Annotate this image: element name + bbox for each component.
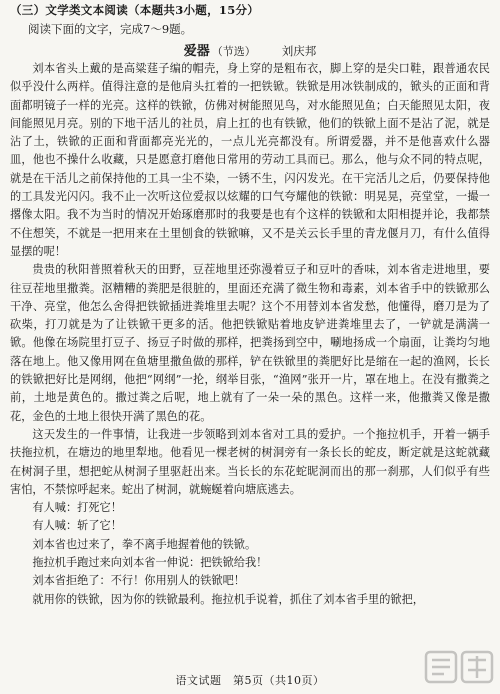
- paragraph: 贵贵的秋阳普照着秋天的田野，豆茬地里还弥漫着豆子和豆叶的香味，刘本省走进地里，要往豆茬地里撒粪。沤糟糟的粪肥是很脏的，里面还充满了微生物和毒素，刘本省手中的铁锨那么干净、亮堂，他怎么舍得把铁锨插进粪堆里去呢？这个不用替刘本省发愁，他懂得，磨刀是为了砍柴，打刀就是为了让铁锨干更多的活。他把铁锨贴着地皮铲进粪堆里去了，一铲就是满满一锨。他像在场院里打豆子、扬豆子时做的那样，把粪扬到空中，唰地扬成一个扇面，让粪均匀地落在地上。他又像用网在鱼塘里撒鱼做的那样，铲在铁锨里的粪肥好比是缩在一起的渔网，长长的铁锨把好比是网纲，他把“网纲”一抡，纲举目张，“渔网”张开一片，罩在地上。在没有撒粪之前，土地是黄色的。撒过粪之后呢，地上就有了一朵一朵的黑色。这样一来，他撒粪又像是撒花，金色的土地上很快开满了黑色的花。: [10, 263, 490, 423]
- article-author: 刘庆邦: [281, 44, 317, 58]
- article-heading: [0, 40, 500, 59]
- paragraph: 刘本省也过来了，拳不离手地握着他的铁锨。: [32, 537, 257, 551]
- paragraph: 有人喊：打死它！: [32, 501, 122, 515]
- paragraph: 有人喊：斩了它！: [32, 519, 122, 533]
- paragraph: 就用你的铁锨，因为你的铁锨最利。拖拉机手说着，抓住了刘本省手里的锨把，: [32, 592, 424, 606]
- paragraph: 拖拉机手跑过来向刘本省一伸说：把铁锨给我！: [32, 556, 268, 570]
- reading-instruction: 阅读下面的文字，完成7～9题。: [28, 22, 193, 36]
- section-title: （三）文学类文本阅读（本题共3小题，15分）: [10, 3, 260, 17]
- paragraph: 这天发生的一件事情，让我进一步领略到刘本省对工具的爱护。一个拖拉机手，开着一辆手扶拖拉机，在塘边的地里犁地。他看见一棵老树的树洞旁有一条长长的蛇皮，断定就是这蛇就藏在树洞子里，想把蛇从树洞子里驱赶出来。当长长的东花蛇昵洞而出的那一刹那，人们似乎有些害怕，不禁惊呼起来。蛇出了树洞，就蜿蜒着向塘底逃去。: [10, 427, 490, 496]
- page-footer: 语文试题 第5页（共10页）: [175, 674, 325, 687]
- paragraph: 刘本省头上戴的是高粱莛子编的帽壳，身上穿的是粗布衣，脚上穿的是尖口鞋，跟普通农民似乎没什么两样。值得注意的是他肩头扛着的一把铁锨。铁锨是用冰铁制成的，锨头的正面和背面都明镜子一样的光亮。这样的铁锨，仿佛对树能照见鸟，对水能照见鱼；白天能照见太阳，夜间能照见月亮。别的下地干活儿的社员，肩上扛的也有铁锨，他们的铁锨上面不是沾了泥，就是沾了土，铁锨的正面和背面都亮光光的，一点儿光亮都没有。所谓爱器，并不是他喜欢什么器皿，他也不操什么收藏，只是愿意打磨他日常用的劳动工具而已。那么，他与众不同的特点呢，就是在干活儿之前保持他的工具一尘不染，一锈不生，闪闪发光。在干完活儿之后，仍要保持他的工具发光闪闪。我不止一次听这位爱叔以炫耀的口气夸耀他的铁锨：明晃晃，亮堂堂，一撮一撂像太阳。我不为当时的情况开始琢磨那时的我要是也有个这样的铁锨和太阳相提并论，我都禁不住想笑，不就是一把用来在土里刨食的铁锨嘛，又不是关云长手里的青龙偃月刀，有什么值得显摆的呢！: [10, 62, 490, 258]
- article-subtitle: （节选）: [211, 45, 256, 58]
- article-title: 爱器: [183, 44, 210, 59]
- paragraph: 刘本省拒绝了：不行！你用别人的铁锨吧！: [32, 574, 245, 588]
- watermark-logo-icon: [424, 648, 494, 690]
- article-body: [10, 60, 490, 609]
